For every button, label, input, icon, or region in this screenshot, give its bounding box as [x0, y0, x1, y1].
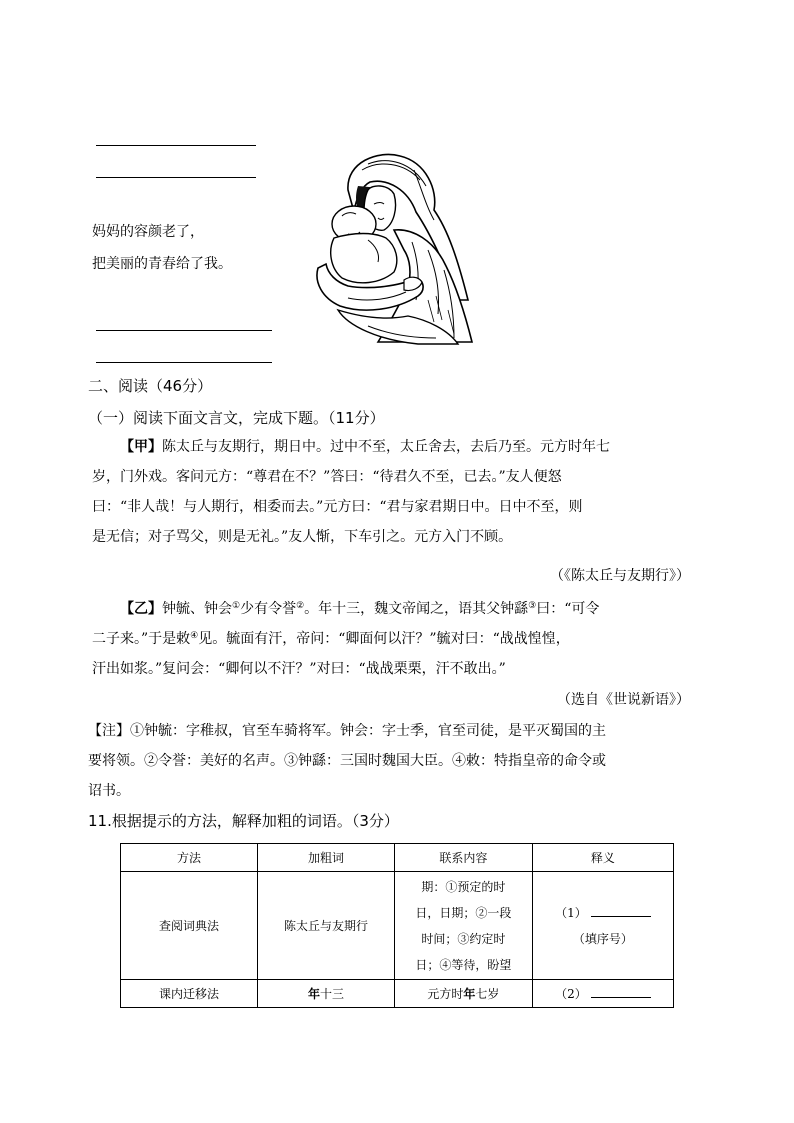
poem-line-2: 把美丽的青春给了我。 — [92, 256, 232, 272]
passage-b-text-1a: 钟毓、钟会 — [162, 601, 232, 617]
header-bold-word: 加粗词 — [257, 844, 394, 872]
passage-a-source: （《陈太丘与友期行》） — [550, 568, 690, 584]
sub-heading: （一）阅读下面文言文，完成下题。（11分） — [88, 409, 385, 427]
row1-context — [394, 872, 532, 980]
row2-answer — [532, 980, 673, 1008]
answer-line-4[interactable] — [96, 362, 272, 363]
question-11: 11.根据提示的方法，解释加粗的词语。（3分） — [88, 812, 399, 830]
row1-method: 查阅词典法 — [121, 872, 258, 980]
row2-answer-blank[interactable] — [591, 985, 651, 998]
row2-method: 课内迁移法 — [121, 980, 258, 1008]
passage-b-line-1 — [92, 594, 697, 624]
passage-b-text-1d: 曰：“可令 — [536, 601, 600, 617]
passage-a-line-2: 岁，门外戏。客问元方：“尊君在不？”答曰：“待君久不至，已去。”友人便怒 — [92, 469, 562, 485]
row1-context-line-4: 日；④等待，盼望 — [415, 957, 512, 972]
row1-answer-blank[interactable] — [591, 904, 651, 917]
answer-line-2[interactable] — [96, 177, 256, 178]
answer-line-3[interactable] — [96, 330, 272, 331]
passage-a-line-1 — [92, 432, 697, 462]
note-ref-2: ② — [296, 601, 305, 611]
row2-context-post: 七岁 — [475, 987, 500, 1001]
answer-line-1[interactable] — [96, 145, 256, 146]
section-heading: 二、阅读（46分） — [88, 377, 213, 395]
passage-b-text-2a: 二子来。”于是敕 — [92, 631, 191, 647]
passage-b-text-2b: 见。毓面有汗，帝问：“卿面何以汗？”毓对曰：“战战惶惶， — [198, 631, 570, 647]
row2-answer-prefix: （2） — [555, 987, 587, 1001]
notes-line-1: 【注】①钟毓：字稚叔，官至车骑将军。钟会：字士季，官至司徒，是平灭蜀国的主 — [88, 723, 606, 739]
passage-b-label: 【乙】 — [120, 601, 162, 617]
header-context: 联系内容 — [394, 844, 532, 872]
row2-context-pre: 元方时 — [427, 987, 464, 1001]
table-row — [121, 980, 674, 1008]
table-row — [121, 872, 674, 980]
mother-holding-baby-illustration — [308, 150, 480, 346]
passage-a-text-1: 陈太丘与友期行，期日中。过中不至，太丘舍去，去后乃至。元方时年七 — [162, 439, 610, 455]
row1-answer-prefix: （1） — [555, 905, 587, 920]
note-ref-4: ④ — [190, 631, 199, 641]
row2-context-bold: 年 — [463, 987, 476, 1001]
row1-bold-word: 陈太丘与友期行 — [257, 872, 394, 980]
passage-b — [92, 594, 697, 684]
passage-a — [92, 432, 697, 552]
passage-b-line-3: 汗出如浆。”复问会：“卿何以不汗？”对曰：“战战栗栗，汗不敢出。” — [92, 661, 506, 677]
passage-a-line-3: 曰：“非人哉！与人期行，相委而去。”元方曰：“君与家君期日中。日中不至，则 — [92, 499, 583, 515]
row2-bold-word — [257, 980, 394, 1008]
passage-b-line-2 — [92, 624, 697, 654]
table-header-row — [121, 844, 674, 872]
row1-answer — [532, 872, 673, 980]
row2-bold-word-rest: 十三 — [319, 987, 344, 1001]
passage-b-source: （选自《世说新语》） — [557, 692, 690, 708]
answer-table — [120, 843, 674, 1008]
notes-line-2: 要将领。②令誉：美好的名声。③钟繇：三国时魏国大臣。④敕：特指皇帝的命令或 — [88, 753, 606, 769]
row1-context-line-2: 日，日期；②一段 — [415, 905, 512, 920]
note-ref-3: ③ — [528, 601, 537, 611]
header-method: 方法 — [121, 844, 258, 872]
row2-context — [394, 980, 532, 1008]
passage-b-text-1c: 。年十三，魏文帝闻之，语其父钟繇 — [304, 601, 529, 617]
header-meaning: 释义 — [532, 844, 673, 872]
notes-line-3: 诏书。 — [88, 783, 130, 799]
passage-a-label: 【甲】 — [120, 439, 162, 455]
notes — [88, 716, 700, 806]
row1-answer-note: （填序号） — [572, 931, 633, 946]
row2-bold-char: 年 — [307, 987, 320, 1001]
row1-context-line-1: 期：①预定的时 — [421, 879, 506, 894]
note-ref-1: ① — [232, 601, 241, 611]
passage-a-line-4: 是无信；对子骂父，则是无礼。”友人惭，下车引之。元方入门不顾。 — [92, 529, 513, 545]
row1-context-line-3: 时间；③约定时 — [421, 931, 506, 946]
poem-line-1: 妈妈的容颜老了， — [92, 224, 204, 240]
passage-b-text-1b: 少有令誉 — [240, 601, 297, 617]
